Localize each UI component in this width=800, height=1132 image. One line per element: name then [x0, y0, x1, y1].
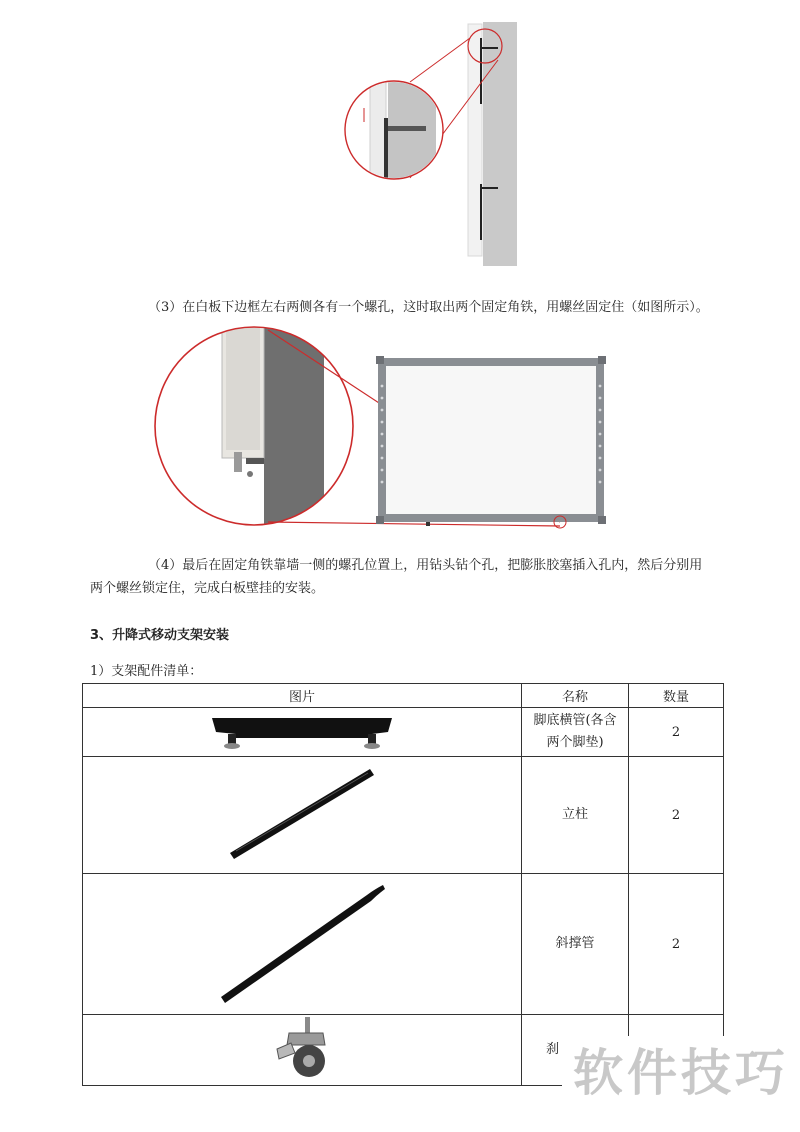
quantity-cell: 2	[629, 757, 724, 874]
item-name-line1: 刹	[546, 1042, 560, 1057]
table-row	[83, 708, 724, 757]
image-cell	[83, 1015, 522, 1086]
table-row	[83, 874, 724, 1015]
site-watermark: 软件技巧	[562, 1036, 800, 1110]
wall-mount-side-figure	[340, 18, 530, 270]
step3-paragraph: （3）在白板下边框左右两侧各有一个螺孔，这时取出两个固定角铁，用螺丝固定住（如图所示）。	[148, 300, 709, 315]
header-quantity: 数量	[629, 684, 724, 708]
table-header-row	[83, 684, 724, 708]
caster-wheel-image	[267, 1015, 337, 1081]
item-name-line2: 两个脚垫)	[546, 735, 604, 750]
base-crossbar-image	[202, 708, 402, 752]
quantity-cell: 2	[629, 708, 724, 757]
subsection-heading: 1）支架配件清单：	[90, 664, 203, 679]
image-cell	[83, 757, 522, 874]
name-cell	[522, 757, 629, 874]
name-cell	[522, 708, 629, 757]
section-heading: 3、升降式移动支架安装	[90, 628, 230, 643]
item-name-line1: 脚底横管(各含	[533, 713, 617, 728]
parts-list-table	[82, 683, 724, 1086]
image-cell	[83, 708, 522, 757]
header-image: 图片	[83, 684, 522, 708]
step4-paragraph-line1: （4）最后在固定角铁靠墙一侧的螺孔位置上，用钻头钻个孔，把膨胀胶塞插入孔内，然后分别用	[148, 558, 703, 573]
name-cell	[522, 874, 629, 1015]
upright-post-image	[222, 763, 382, 863]
image-cell	[83, 874, 522, 1015]
quantity-cell: 2	[629, 874, 724, 1015]
header-name: 名称	[522, 684, 629, 708]
diagonal-brace-image	[217, 879, 387, 1005]
item-name-line1: 立柱	[561, 807, 588, 822]
table-row	[83, 757, 724, 874]
step4-paragraph-line2: 两个螺丝锁定住，完成白板壁挂的安装。	[90, 581, 325, 596]
whiteboard-bracket-figure	[150, 326, 612, 534]
item-name-line1: 斜撑管	[555, 936, 595, 951]
